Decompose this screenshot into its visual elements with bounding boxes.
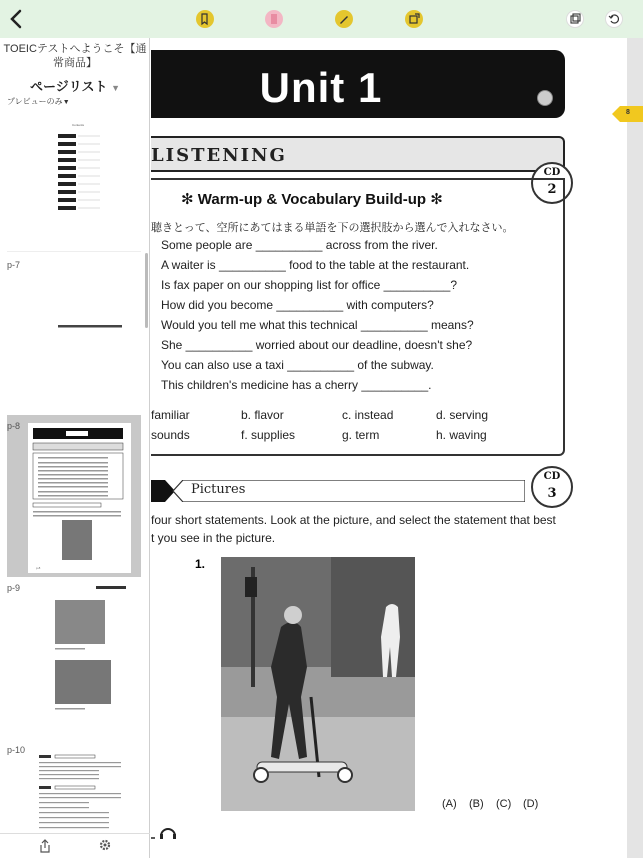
section-title: LISTENING (151, 145, 287, 166)
choice-g: g. term (342, 428, 380, 442)
page-thumbnail-p7[interactable] (50, 320, 130, 332)
option-d: (D) (523, 798, 539, 810)
choice-f: f. supplies (241, 428, 296, 442)
preview-filter[interactable] (7, 96, 70, 107)
page-list-sidebar (0, 38, 150, 858)
sentence-1: Some people are __________ across from the river. (161, 238, 438, 252)
choice-h: h. waving (436, 428, 487, 442)
option-a: (A) (442, 798, 457, 810)
gear-icon[interactable] (98, 838, 112, 852)
warmup-title (181, 190, 443, 208)
sentence-3: Is fax paper on our shopping list for office __________? (161, 278, 457, 292)
pictures-label: Pictures (191, 482, 246, 497)
option-c: (C) (496, 798, 512, 810)
sentence-8: This children's medicine has a cherry __________. (161, 378, 432, 392)
page-thumbnail-p8-selected[interactable] (7, 415, 141, 577)
instruction-text: 聴きとって、空所にあてはまる単語を下の選択肢から選んで入れなさい。 (151, 222, 514, 234)
back-chevron-icon[interactable] (6, 7, 28, 31)
sentence-4: How did you become __________ with computers? (161, 298, 434, 312)
chevron-down-icon: ▼ (111, 83, 121, 93)
bookmark-pen-icon[interactable] (196, 10, 214, 28)
undo-icon[interactable] (605, 10, 623, 28)
page-label-p8: p-8 (7, 421, 21, 431)
page-label-p10: p-10 (7, 745, 26, 755)
copy-icon[interactable] (566, 10, 584, 28)
question-number: 1. (195, 557, 206, 571)
highlight-icon[interactable] (265, 10, 283, 28)
page-thumbnail-contents[interactable] (50, 118, 110, 223)
share-icon[interactable] (38, 838, 52, 854)
svg-text:Contents: Contents (72, 123, 85, 127)
cd-label: CD (543, 167, 561, 178)
cd-track-3-icon[interactable] (531, 466, 573, 508)
top-toolbar (0, 0, 643, 38)
book-page (151, 38, 627, 858)
note-share-icon[interactable] (405, 10, 423, 28)
page-indicator-number: 8 (626, 109, 630, 116)
book-title: TOEICテストへようこそ【通常商品】 (3, 43, 147, 69)
sentence-6: She __________ worried about our deadline, doesn't she? (161, 338, 473, 352)
warmup-title-text: Warm-up & Vocabulary Build-up (197, 191, 427, 208)
choice-d: d. serving (436, 408, 489, 422)
preview-filter-label: プレビューのみ (7, 97, 63, 106)
svg-text:p-8: p-8 (36, 566, 41, 570)
thumbnail-page (28, 423, 131, 573)
asterisk-icon: ✻ (181, 191, 194, 208)
page-label-p9: p-9 (7, 583, 21, 593)
sentence-5: Would you tell me what this technical __________ means? (161, 318, 474, 332)
page-thumbnail-p10[interactable] (35, 752, 130, 832)
pictures-instruction-2: t you see in the picture. (151, 531, 276, 545)
option-b: (B) (469, 798, 484, 810)
choice-e-familiar: familiar (151, 408, 190, 422)
chevron-down-icon: ▼ (62, 99, 70, 106)
sentence-7: You can also use a taxi __________ of the subway. (161, 358, 434, 372)
page-thumbnail-p9[interactable] (42, 586, 132, 736)
section-header (151, 136, 565, 172)
question-photo (221, 557, 415, 811)
right-scroll-strip[interactable] (627, 38, 643, 858)
page-label-p7: p-7 (7, 260, 21, 270)
unit-header (151, 50, 565, 118)
choice-c: c. instead (342, 408, 394, 422)
divider (7, 251, 141, 252)
unit-title: Unit 1 (259, 64, 383, 111)
cd-number: 3 (547, 486, 557, 501)
pencil-icon[interactable] (335, 10, 353, 28)
choice-e-sounds: sounds (151, 428, 190, 442)
headphones-icon[interactable] (151, 824, 177, 840)
pictures-instruction-1: four short statements. Look at the picture, and select the statement that best (151, 513, 556, 527)
page-list-label: ページリスト (29, 79, 108, 94)
sidebar-bottom-bar (0, 833, 150, 858)
cd-number: 2 (547, 182, 557, 197)
sentence-2: A waiter is __________ food to the table at the restaurant. (161, 258, 470, 272)
asterisk-icon: ✻ (430, 191, 443, 208)
choice-b: b. flavor (241, 408, 284, 422)
page-list-heading[interactable] (0, 76, 150, 95)
unit-dot-icon (537, 90, 553, 106)
sidebar-scrollbar[interactable] (145, 253, 148, 328)
cd-label: CD (543, 471, 561, 482)
